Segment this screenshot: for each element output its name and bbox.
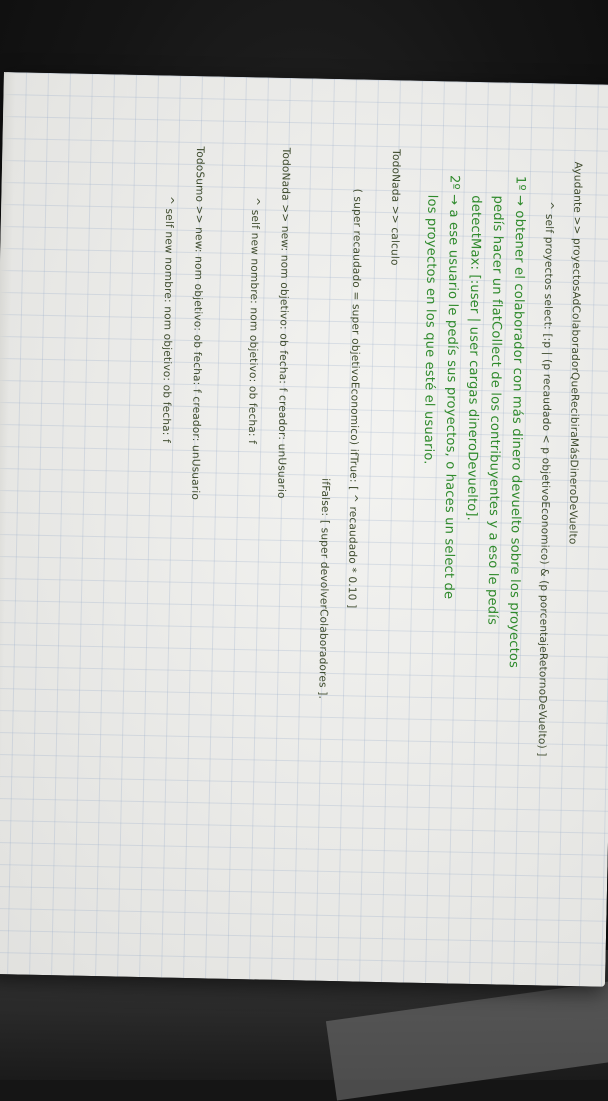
line-select-code: ^ self proyectos select: [:p | (p recaudado < p objetivoEconomico) & (p porcentajeRetornoDeVuelto) ]: [535, 201, 556, 757]
line-step-2: 2º → a ese usuario le pedís sus proyectos, o haces un select de: [440, 174, 462, 600]
line-step-2b: los proyectos en los que esté el usuario.: [420, 194, 440, 465]
line-step-1c: detectMax: [:user | user cargas dineroDevuelto].: [463, 195, 484, 522]
line-todonada-new: TodoNada >> new: nom objetivo: ob fecha: f creador: unUsuario: [275, 147, 293, 499]
line-todosumo-new: TodoSumo >> new: nom objetivo: ob fecha: f creador: unUsuario: [189, 146, 207, 501]
line-todonada-body: ^ self new nombre: nom objetivo: ob fecha: f: [245, 197, 262, 445]
line-todonada-calculo: TodoNada >> calculo: [388, 149, 403, 266]
line-iffalse: ifFalse: [ super devolverColaboradores ].: [316, 478, 332, 700]
line-todosumo-body: ^ self new nombre: nom objetivo: ob fecha: f: [159, 195, 176, 444]
line-step-1b: pedís hacer un flatCollect de los contribuyentes y a eso le pedís: [484, 195, 506, 626]
handwritten-notes: [117, 145, 598, 911]
line-method-header: Ayudante >> proyectosAdColaboradorQueRecibiraMásDineroDeVuelto: [566, 161, 584, 545]
line-iftrue: ( super recaudado = super objetivoEconomico) ifTrue: [ ^ recaudado * 0.10 ]: [345, 188, 364, 609]
line-step-1: 1º → obtener el colaborador con más dinero devuelto sobre los proyectos: [505, 175, 528, 669]
page-edge: [0, 72, 16, 974]
